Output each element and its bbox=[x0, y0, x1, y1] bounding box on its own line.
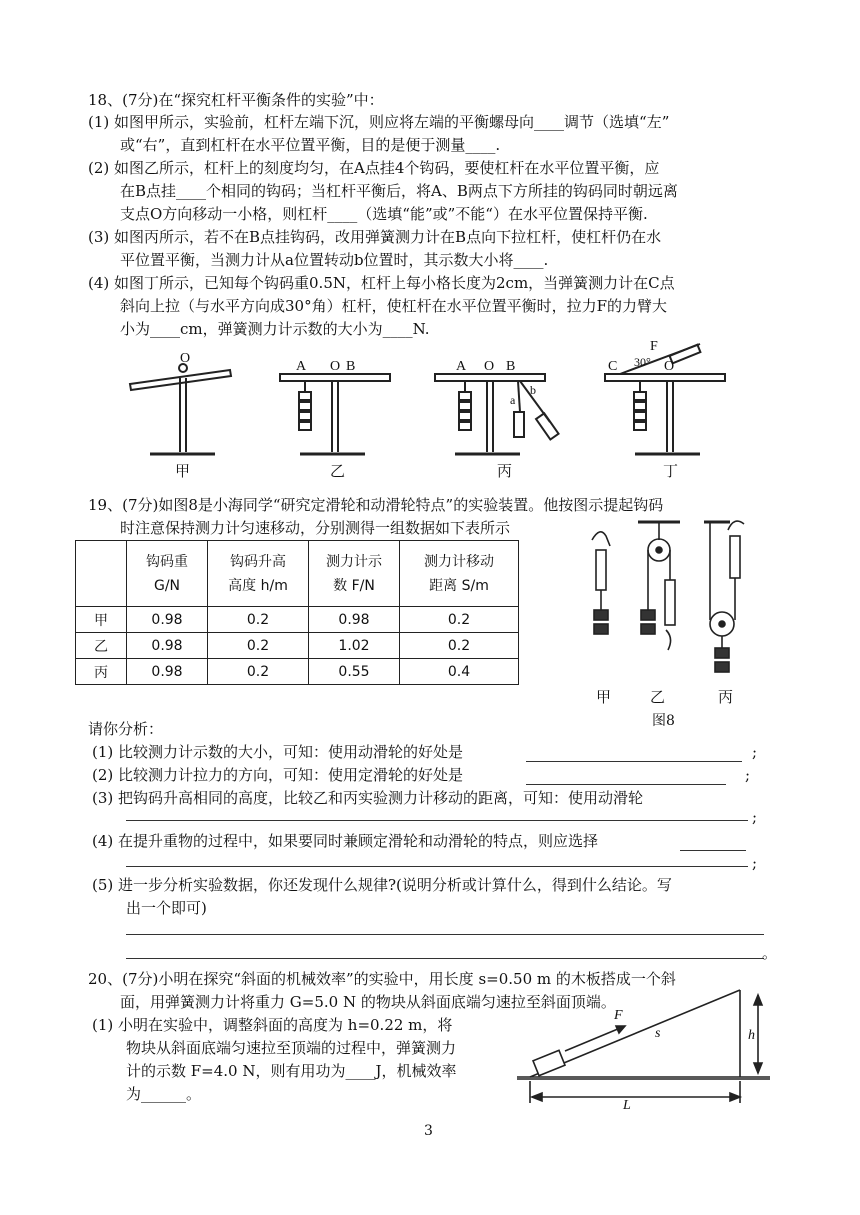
q19-header2: 时注意保持测力计匀速移动，分别测得一组数据如下表所示 bbox=[120, 519, 511, 537]
table-header-cell: 测力计移动 距离 S/m bbox=[400, 541, 519, 607]
pulley-label-jia: 甲 bbox=[596, 688, 612, 706]
label-a-bing: A bbox=[456, 359, 467, 374]
figure-caption: 图8 bbox=[652, 713, 675, 729]
table-cell: 0.98 bbox=[309, 607, 400, 633]
semicolon: ; bbox=[752, 743, 758, 761]
lever-figures bbox=[110, 339, 790, 482]
pulley-fig-jia bbox=[592, 532, 610, 634]
label-o-bing: O bbox=[484, 359, 495, 374]
answer-line bbox=[126, 866, 748, 867]
q18-header: 18、(7分)在“探究杠杆平衡条件的实验”中： bbox=[88, 91, 384, 109]
q19-item-2: (2) 比较测力计拉力的方向，可知：使用定滑轮的好处是 bbox=[92, 766, 464, 784]
q19-header: 19、(7分)如图8是小海同学“研究定滑轮和动滑轮特点”的实验装置。他按图示提起钩码 bbox=[88, 496, 664, 514]
incline-label-s: s bbox=[655, 1026, 661, 1041]
q20-line-4: 为______。 bbox=[126, 1085, 202, 1103]
lever-fig-yi bbox=[280, 374, 390, 454]
answer-line bbox=[526, 761, 742, 762]
table-cell: 乙 bbox=[76, 633, 127, 659]
q20-line-1: (1) 小明在实验中，调整斜面的高度为 h=0.22 m，将 bbox=[92, 1016, 453, 1034]
lever-fig-bing bbox=[435, 374, 559, 454]
lever-fig-jia bbox=[130, 364, 231, 454]
label-o-ding: O bbox=[664, 359, 675, 374]
q19-item-5b: 出一个即可) bbox=[126, 899, 207, 917]
q18-line-5: 支点O方向移动一小格，则杠杆____（选填“能”或”不能“）在水平位置保持平衡. bbox=[120, 205, 648, 223]
q18-line-2: 或“右”，直到杠杆在水平位置平衡，目的是便于测量____. bbox=[120, 136, 501, 154]
incline-label-l: L bbox=[623, 1098, 631, 1113]
incline-figure bbox=[515, 985, 775, 1113]
table-row bbox=[76, 607, 519, 633]
table-cell: 0.2 bbox=[400, 607, 519, 633]
label-f-ding: F bbox=[650, 339, 658, 354]
table-row bbox=[76, 659, 519, 685]
table-cell: 0.2 bbox=[400, 633, 519, 659]
answer-line bbox=[526, 784, 726, 785]
table-header-cell: 钩码升高 高度 h/m bbox=[208, 541, 309, 607]
fig-label-jia: 甲 bbox=[175, 462, 191, 480]
pulley-figures bbox=[580, 520, 760, 695]
q18-line-7: 平位置平衡，当测力计从a位置转动b位置时，其示数大小将____. bbox=[120, 251, 549, 269]
pulley-fig-bing bbox=[704, 521, 744, 672]
q19-item-3: (3) 把钩码升高相同的高度，比较乙和丙实验测力计移动的距离，可知：使用动滑轮 bbox=[92, 789, 644, 807]
table-row bbox=[76, 633, 519, 659]
table-cell: 0.55 bbox=[309, 659, 400, 685]
pulley-label-yi: 乙 bbox=[650, 688, 666, 706]
table-cell: 0.98 bbox=[127, 607, 208, 633]
table-cell: 0.98 bbox=[127, 633, 208, 659]
q18-line-9: 斜向上拉（与水平方向成30°角）杠杆，使杠杆在水平位置平衡时，拉力F的力臂大 bbox=[120, 297, 667, 315]
analyze-label: 请你分析： bbox=[88, 720, 164, 738]
table-cell: 0.4 bbox=[400, 659, 519, 685]
answer-line bbox=[680, 850, 746, 851]
table-header-cell: 钩码重 G/N bbox=[127, 541, 208, 607]
label-b-small: b bbox=[530, 383, 536, 397]
q20-line-3: 计的示数 F=4.0 N，则有用功为____J，机械效率 bbox=[126, 1062, 457, 1080]
pulley-label-bing: 丙 bbox=[718, 688, 734, 706]
label-angle: 30° bbox=[634, 355, 651, 369]
q18-line-3: (2) 如图乙所示，杠杆上的刻度均匀，在A点挂4个钩码，要使杠杆在水平位置平衡，应 bbox=[88, 159, 660, 177]
table-cell: 0.98 bbox=[127, 659, 208, 685]
table-cell: 丙 bbox=[76, 659, 127, 685]
table-header-cell: 测力计示 数 F/N bbox=[309, 541, 400, 607]
q20-header2: 面，用弹簧测力计将重力 G=5.0 N 的物块从斜面底端匀速拉至斜面顶端。 bbox=[120, 993, 616, 1011]
label-c-ding: C bbox=[608, 359, 618, 374]
label-o-jia: O bbox=[180, 351, 191, 366]
label-a-small: a bbox=[510, 393, 516, 407]
incline-label-f: F bbox=[614, 1008, 623, 1023]
table-header-blank bbox=[76, 541, 127, 607]
answer-line bbox=[126, 934, 764, 935]
q19-item-1: (1) 比较测力计示数的大小，可知：使用动滑轮的好处是 bbox=[92, 743, 464, 761]
fig-label-yi: 乙 bbox=[330, 462, 346, 480]
table-cell: 0.2 bbox=[208, 659, 309, 685]
q18-line-1: (1) 如图甲所示，实验前，杠杆左端下沉，则应将左端的平衡螺母向____调节（选填“左” bbox=[88, 113, 670, 131]
q20-header: 20、(7分)小明在探究“斜面的机械效率”的实验中，用长度 s=0.50 m 的木板搭成一个斜 bbox=[88, 970, 676, 988]
label-o-yi: O bbox=[330, 359, 341, 374]
q19-item-5: (5) 进一步分析实验数据，你还发现什么规律?(说明分析或计算什么，得到什么结论。写 bbox=[92, 876, 672, 894]
semicolon: ; bbox=[752, 854, 758, 872]
pulley-data-table bbox=[75, 540, 519, 685]
semicolon: ; bbox=[752, 808, 758, 826]
table-cell: 0.2 bbox=[208, 633, 309, 659]
period: 。 bbox=[762, 944, 778, 962]
q20-line-2: 物块从斜面底端匀速拉至顶端的过程中，弹簧测力 bbox=[126, 1039, 457, 1057]
label-b-yi: B bbox=[346, 359, 356, 374]
semicolon: ; bbox=[745, 766, 751, 784]
answer-line bbox=[126, 820, 748, 821]
table-cell: 甲 bbox=[76, 607, 127, 633]
table-cell: 0.2 bbox=[208, 607, 309, 633]
incline-label-h: h bbox=[748, 1028, 755, 1043]
label-a-yi: A bbox=[296, 359, 307, 374]
table-cell: 1.02 bbox=[309, 633, 400, 659]
pulley-fig-yi bbox=[638, 522, 680, 650]
answer-line bbox=[126, 958, 764, 959]
q18-line-10: 小为____cm，弹簧测力计示数的大小为____N. bbox=[120, 320, 430, 338]
q19-item-4: (4) 在提升重物的过程中，如果要同时兼顾定滑轮和动滑轮的特点，则应选择 bbox=[92, 832, 599, 850]
q18-line-8: (4) 如图丁所示，已知每个钩码重0.5N，杠杆上每小格长度为2cm，当弹簧测力计在C点 bbox=[88, 274, 675, 292]
q18-line-6: (3) 如图丙所示，若不在B点挂钩码，改用弹簧测力计在B点向下拉杠杆，使杠杆仍在水 bbox=[88, 228, 662, 246]
q18-line-4: 在B点挂____个相同的钩码；当杠杆平衡后，将A、B两点下方所挂的钩码同时朝远离 bbox=[120, 182, 678, 200]
label-b-bing: B bbox=[506, 359, 516, 374]
fig-label-bing: 丙 bbox=[497, 462, 513, 480]
page-number: 3 bbox=[424, 1123, 433, 1139]
table-header-row bbox=[76, 541, 519, 607]
fig-label-ding: 丁 bbox=[663, 462, 679, 480]
